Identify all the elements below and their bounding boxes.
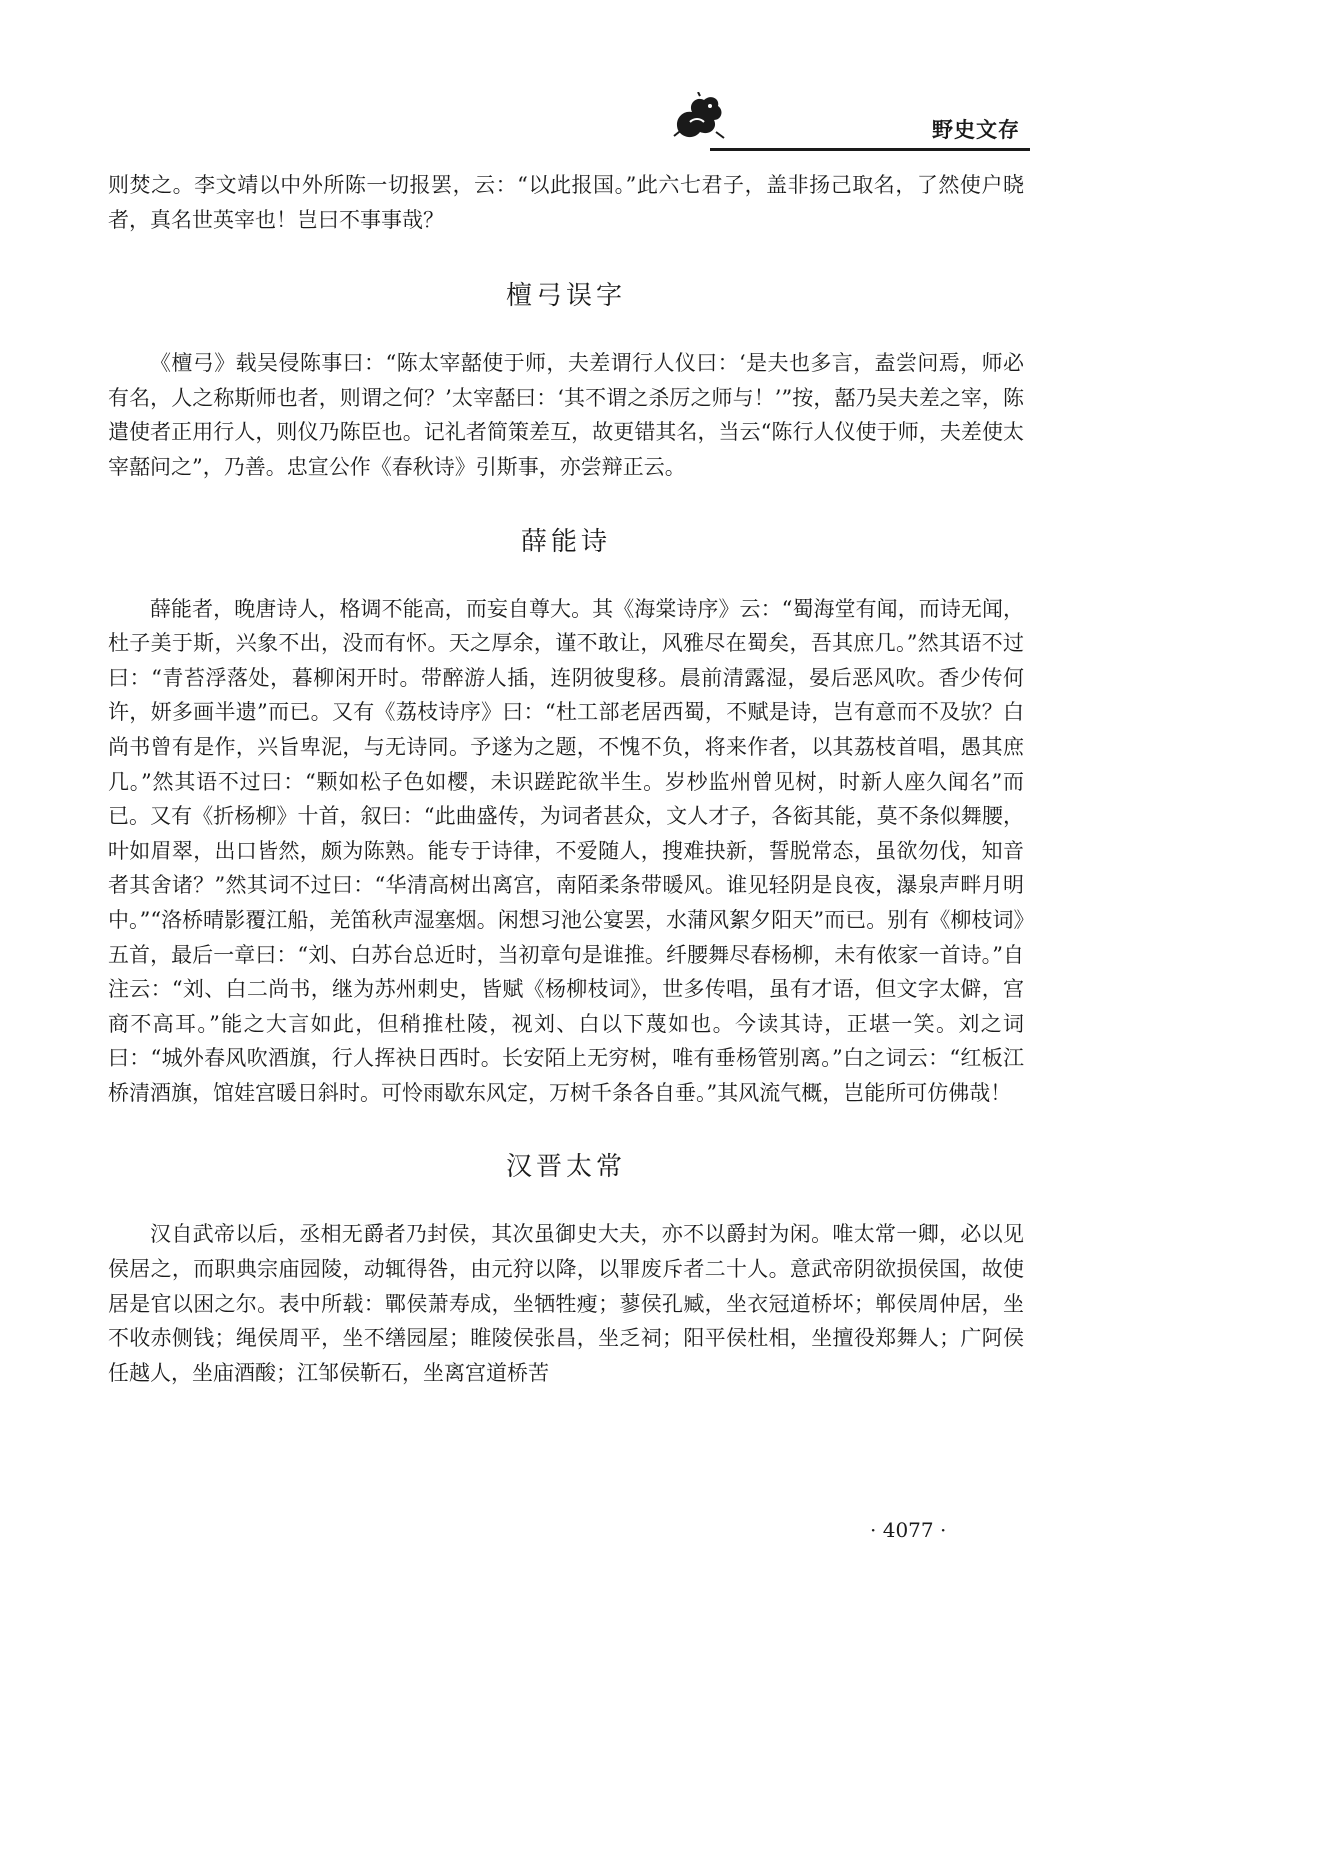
section-heading: 檀弓误字 (505, 281, 626, 312)
page-number: · 4077 · (870, 1518, 947, 1542)
section-body: 《檀弓》载吴侵陈事曰：“陈太宰嚭使于师，夫差谓行人仪曰：‘是夫也多言，盍尝问焉，师必有名，人之称斯师也者，则谓之何？’太宰嚭曰：‘其不谓之杀厉之师与！’”按，嚭乃吴夫差之宰，陈遣使者正用行人，则仪乃陈臣也。记礼者简策差互，故更错其名，当云“陈行人仪使于师，夫差使太宰嚭问之”，乃善。忠宣公作《春秋诗》引斯事，亦尝辩正云。 (108, 351, 1024, 479)
section-heading: 薛能诗 (520, 526, 611, 557)
section-heading: 汉晋太常 (505, 1152, 626, 1183)
page-content (108, 168, 1024, 1390)
continuation-paragraph: 则焚之。李文靖以中外所陈一切报罢，云：“以此报国。”此六七君子，盖非扬己取名，了然使户晓者，真名世英宰也！岂曰不事事哉？ (108, 173, 1024, 232)
dragon-icon (670, 92, 726, 142)
header-title: 野史文存 (932, 118, 1020, 142)
running-header (660, 92, 1030, 152)
section-body: 薛能者，晚唐诗人，格调不能高，而妄自尊大。其《海棠诗序》云：“蜀海堂有闻，而诗无闻，杜子美于斯，兴象不出，没而有怀。天之厚余，谨不敢让，风雅尽在蜀矣，吾其庶几。”然其语不过曰：“青苔浮落处，暮柳闲开时。带醉游人插，连阴彼叟移。晨前清露湿，晏后恶风吹。香少传何许，妍多画半遗”而已。又有《荔枝诗序》曰：“杜工部老居西蜀，不赋是诗，岂有意而不及欤？白尚书曾有是作，兴旨卑泥，与无诗同。予遂为之题，不愧不负，将来作者，以其荔枝首唱，愚其庶几。”然其语不过曰：“颗如松子色如樱，未识蹉跎欲半生。岁杪监州曾见树，时新人座久闻名”而已。又有《折杨柳》十首，叙曰：“此曲盛传，为词者甚众，文人才子，各衒其能，莫不条似舞腰，叶如眉翠，出口皆然，颇为陈熟。能专于诗律，不爱随人，搜难抉新，誓脱常态，虽欲勿伐，知音者其舍诸？”然其词不过曰：“华清高树出离宫，南陌柔条带暖风。谁见轻阴是良夜，瀑泉声畔月明中。”“洛桥晴影覆江船，羌笛秋声湿塞烟。闲想习池公宴罢，水蒲风絮夕阳天”而已。别有《柳枝词》五首，最后一章曰：“刘、白苏台总近时，当初章句是谁推。纤腰舞尽春杨柳，未有侬家一首诗。”自注云：“刘、白二尚书，继为苏州刺史，皆赋《杨柳枝词》，世多传唱，虽有才语，但文字太僻，宫商不高耳。”能之大言如此，但稍推杜陵，视刘、白以下蔑如也。今读其诗，正堪一笑。刘之词曰：“城外春风吹酒旗，行人挥袂日西时。长安陌上无穷树，唯有垂杨管别离。”白之词云：“红板江桥清酒旗，馆娃宫暖日斜时。可怜雨歇东风定，万树千条各自垂。”其风流气概，岂能所可仿佛哉！ (108, 596, 1024, 1105)
header-rule (710, 148, 1030, 151)
section-body: 汉自武帝以后，丞相无爵者乃封侯，其次虽御史大夫，亦不以爵封为闲。唯太常一卿，必以见侯居之，而职典宗庙园陵，动辄得咎，由元狩以降，以罪废斥者二十人。意武帝阴欲损侯国，故使居是官以困之尔。表中所载：鄲侯萧寿成，坐牺牲瘦；蓼侯孔臧，坐衣冠道桥坏；郸侯周仲居，坐不收赤侧钱；绳侯周平，坐不缮园屋；睢陵侯张昌，坐乏祠；阳平侯杜相，坐擅役郑舞人；广阿侯任越人，坐庙酒酸；江邹侯靳石，坐离宫道桥苦 (108, 1222, 1024, 1385)
